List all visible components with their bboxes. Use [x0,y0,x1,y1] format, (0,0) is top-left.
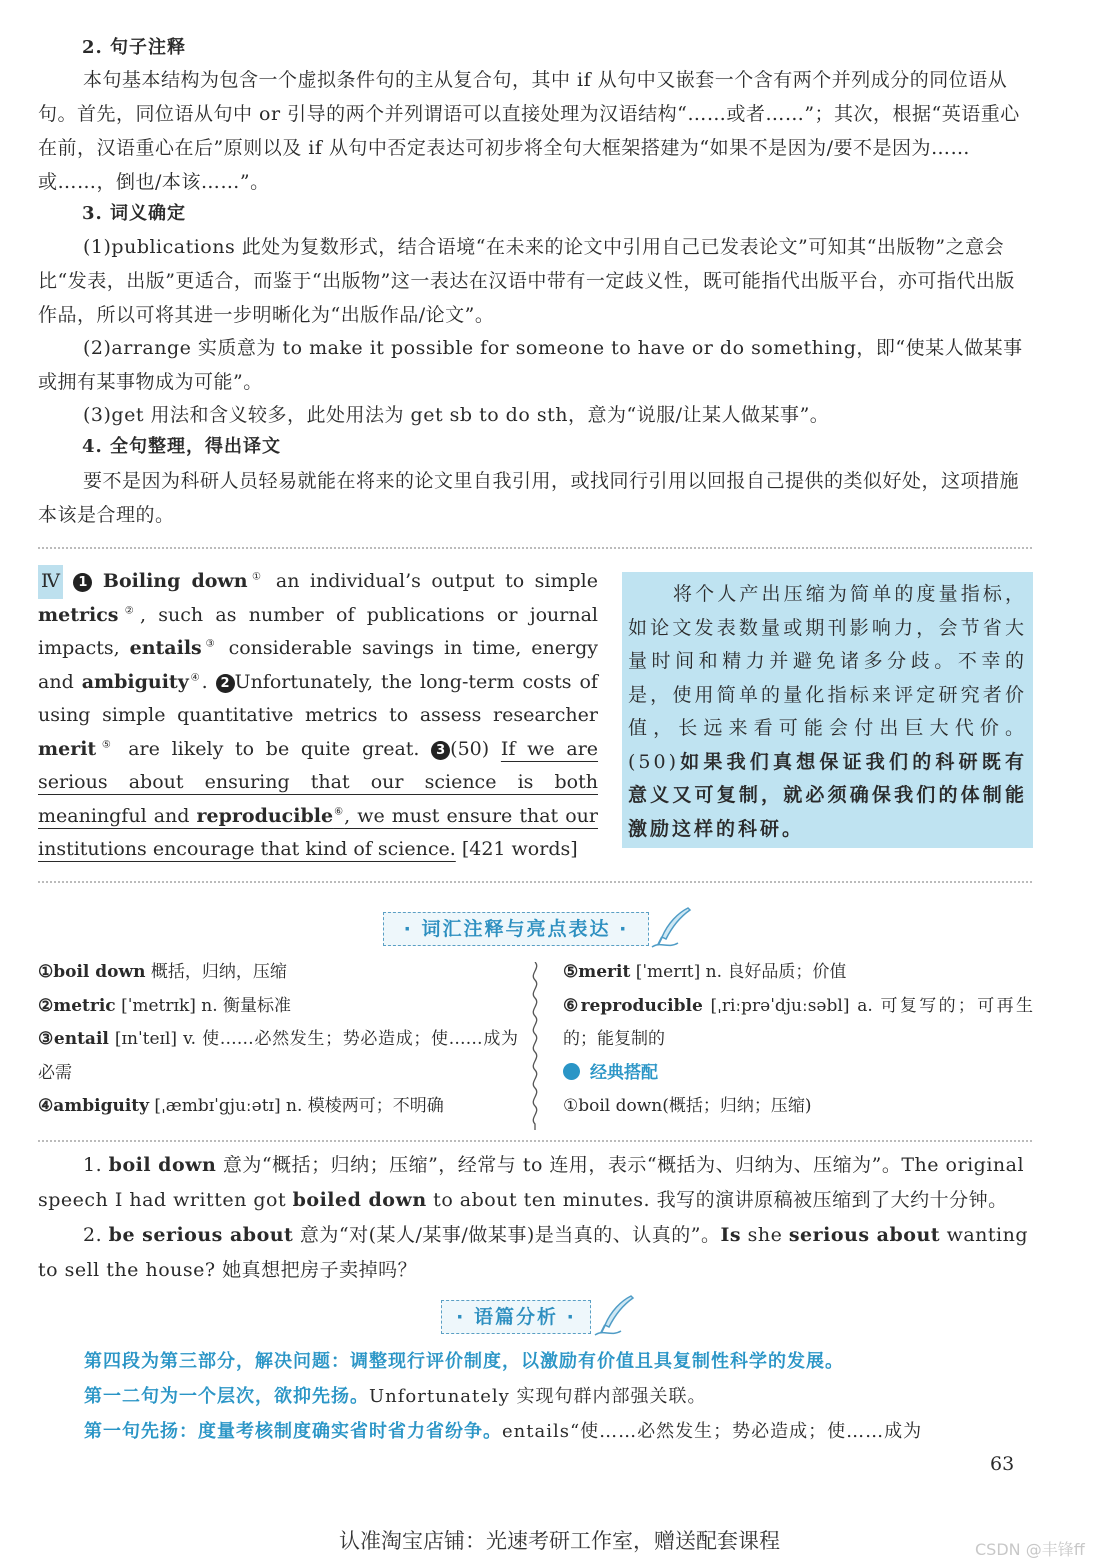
passage-text: If we are serious about ensuring that our science is both meaningful and [38,737,599,827]
passage-text: an individual’s output to simple [265,570,598,592]
usage-text: wanting to sell the house? 她真想把房子卖掉吗？ [38,1224,1029,1281]
vocab-banner: · 词汇注释与亮点表达 · [383,912,649,946]
vocab-definition: [ˌæmbɪˈgjuːətɪ] n. 模棱两可；不明确 [149,1096,444,1116]
vocab-definition: [ɪnˈteɪl] v. 使……必然发生；势必造成；使……成为必需 [38,1029,518,1083]
vocab-definition: [ˈmetrɪk] n. 衡量标准 [115,995,292,1016]
divider [38,547,1032,549]
passage-text: , we must ensure that our institutions encourage that kind of science. [38,804,599,860]
passage-text: considerable savings in time, energy and [38,637,598,693]
usage-text: 1. [83,1154,109,1176]
section-3-item-3: (3)get 用法和含义较多，此处用法为 get sb to do sth，意为“说服/让某人做某事”。 [83,404,830,426]
analysis-text: Unfortunately 实现句群内部强关联。 [369,1386,707,1407]
section-3-heading: 3. 词义确定 [82,203,187,224]
section-2-heading: 2. 句子注释 [82,37,187,58]
watermark: CSDN @丰锋ff [975,1540,1085,1559]
term-reproducible: reproducible [196,804,334,827]
usage-term: boil down [108,1154,217,1176]
term-boiling-down: Boiling down [102,570,248,592]
vocab-item-4 [38,1090,518,1124]
passage-text: , such as number of publications or journal impacts, [38,603,598,659]
vocab-word: ④ambiguity [38,1096,150,1116]
wavy-divider [528,962,542,1130]
passage-paragraph [38,565,598,867]
analysis-highlight: 第一句先扬：度量考核制度确实省时省力省纷争。 [84,1421,502,1442]
term-ambiguity: ambiguity [81,670,189,693]
question-mark-50: (50) [450,737,490,760]
vocab-left-column [38,956,518,1124]
section-2-text: 本句基本结构为包含一个虚拟条件句的主从复合句，其中 if 从句中又嵌套一个含有两个并列成分的同位语从句。首先，同位语从句中 or 引导的两个并列谓语可以直接处理为汉语结构“……或者……”；其次，根据“英语重心在前，汉语重心在后”原则以及 if 从句中否定表达可初步将全句大框架搭建为“如果不是因为/要不是因为……或……，倒也/本该……”。 [38,69,1020,193]
translation-normal: 将个人产出压缩为简单的度量指标，如论文发表数量或期刊影响力，会节省大量时间和精力并避免诸多分歧。不幸的是，使用简单的量化指标来评定研究者价值，长远来看可能会付出巨大代价。(50) [628,583,1027,773]
vocab-word: ⑤merit [563,962,631,982]
term-entails: entails [129,637,202,659]
vocab-item-1 [38,956,518,990]
passage-text: are likely to be quite great. [116,737,432,760]
footer-notice: 认准淘宝店铺：光速考研工作室，赠送配套课程 [339,1529,780,1553]
collocation-heading [563,1057,1033,1091]
sentence-3-marker: 3 [431,741,450,760]
analysis-highlight: 第一二句为一个层次，欲抑先扬。 [84,1386,369,1407]
analysis-banner: · 语篇分析 · [441,1300,591,1334]
note-marker: ④ [188,672,202,684]
usage-note-2 [38,1218,1032,1288]
usage-text: she [741,1224,789,1246]
bullet-icon [563,1063,580,1080]
note-marker: ① [247,571,266,583]
usage-text: 意为“概括；归纳；压缩”，经常与 to 连用，表示“概括为、归纳为、压缩为”。The original speech I had written got [38,1154,1025,1211]
vocab-definition: [ˌriːprəˈdjuːsəbl] a. 可复写的；可再生的；能复制的 [563,995,1034,1049]
vocab-word: ①boil down [38,962,146,982]
note-marker: ② [118,605,140,617]
analysis-text: entails“使……必然发生；势必造成；使……成为 [502,1421,923,1442]
analysis-highlight: 第四段为第三部分，解决问题：调整现行评价制度，以激励有价值且具复制性科学的发展。 [84,1351,844,1372]
collocation-title: 经典搭配 [590,1062,658,1083]
usage-term: serious about [788,1224,941,1246]
term-metrics: metrics [38,603,119,626]
vocab-word: ③entail [38,1029,109,1049]
vocab-word: ②metric [38,995,116,1016]
translation-text [628,578,1027,846]
passage-text: Unfortunately, the long-term costs of using simple quantitative metrics to assess researcher [38,670,598,726]
usage-term: boiled down [292,1189,427,1211]
vocab-item-2 [38,990,518,1024]
sentence-2-marker: 2 [216,674,235,693]
section-3-item-2: (2)arrange 实质意为 to make it possible for someone to have or do something，即“使某人做某事或拥有某事物成为可能”。 [38,337,1023,393]
vocab-item-5 [563,956,1033,990]
page-number: 63 [990,1453,1015,1475]
vocab-item-6 [563,990,1033,1057]
usage-text: 意为“对(某人/某事/做某事)是当真的、认真的”。 [293,1224,721,1246]
word-count: [421 words] [461,838,578,860]
vocab-definition: [ˈmerɪt] n. 良好品质；价值 [630,962,847,982]
collocation-item: ①boil down(概括；归纳；压缩) [563,1096,812,1116]
divider [38,1140,1032,1142]
translation-box [622,572,1033,848]
vocab-word: ⑥reproducible [563,995,703,1016]
section-4-text: 要不是因为科研人员轻易就能在将来的论文里自我引用，或找同行引用以回报自己提供的类似好处，这项措施本该是合理的。 [38,470,1020,526]
vocab-definition: 概括，归纳，压缩 [145,962,287,982]
term-merit: merit [38,737,97,760]
section-3-item-1: (1)publications 此处为复数形式，结合语境“在未来的论文中引用自己已发表论文”可知其“出版物”之意会比“发表，出版”更适合，而鉴于“出版物”这一表达在汉语中带有一定歧义性，既可能指代出版平台，亦可指代出版作品，所以可将其进一步明晰化为“出版作品/论文”。 [38,236,1015,326]
usage-term: be serious about [108,1224,294,1246]
vocab-item-3 [38,1023,518,1090]
note-marker: ⑥ [333,806,345,818]
section-4-heading: 4. 全句整理，得出译文 [82,436,282,457]
quill-pen-icon [593,1293,635,1337]
usage-term: Is [720,1224,742,1246]
note-marker: ⑤ [96,739,117,751]
note-marker: ③ [201,638,219,650]
usage-text: to about ten minutes. 我写的演讲原稿被压缩到了大约十分钟。 [426,1189,1008,1211]
sentence-1-marker: 1 [73,573,92,592]
passage-text: . [201,670,216,693]
analysis-line-1 [84,1344,1032,1379]
vocab-right-column [563,956,1033,1124]
analysis-line-3 [84,1414,1032,1449]
usage-note-1 [38,1148,1032,1218]
quill-pen-icon [650,905,692,949]
analysis-line-2 [84,1379,1032,1414]
usage-text: 2. [83,1224,109,1246]
translation-answer: 如果我们真想保证我们的科研既有意义又可复制，就必须确保我们的体制能激励这样的科研。 [628,750,1027,840]
divider [38,881,1032,883]
paragraph-number: Ⅳ [38,565,63,599]
